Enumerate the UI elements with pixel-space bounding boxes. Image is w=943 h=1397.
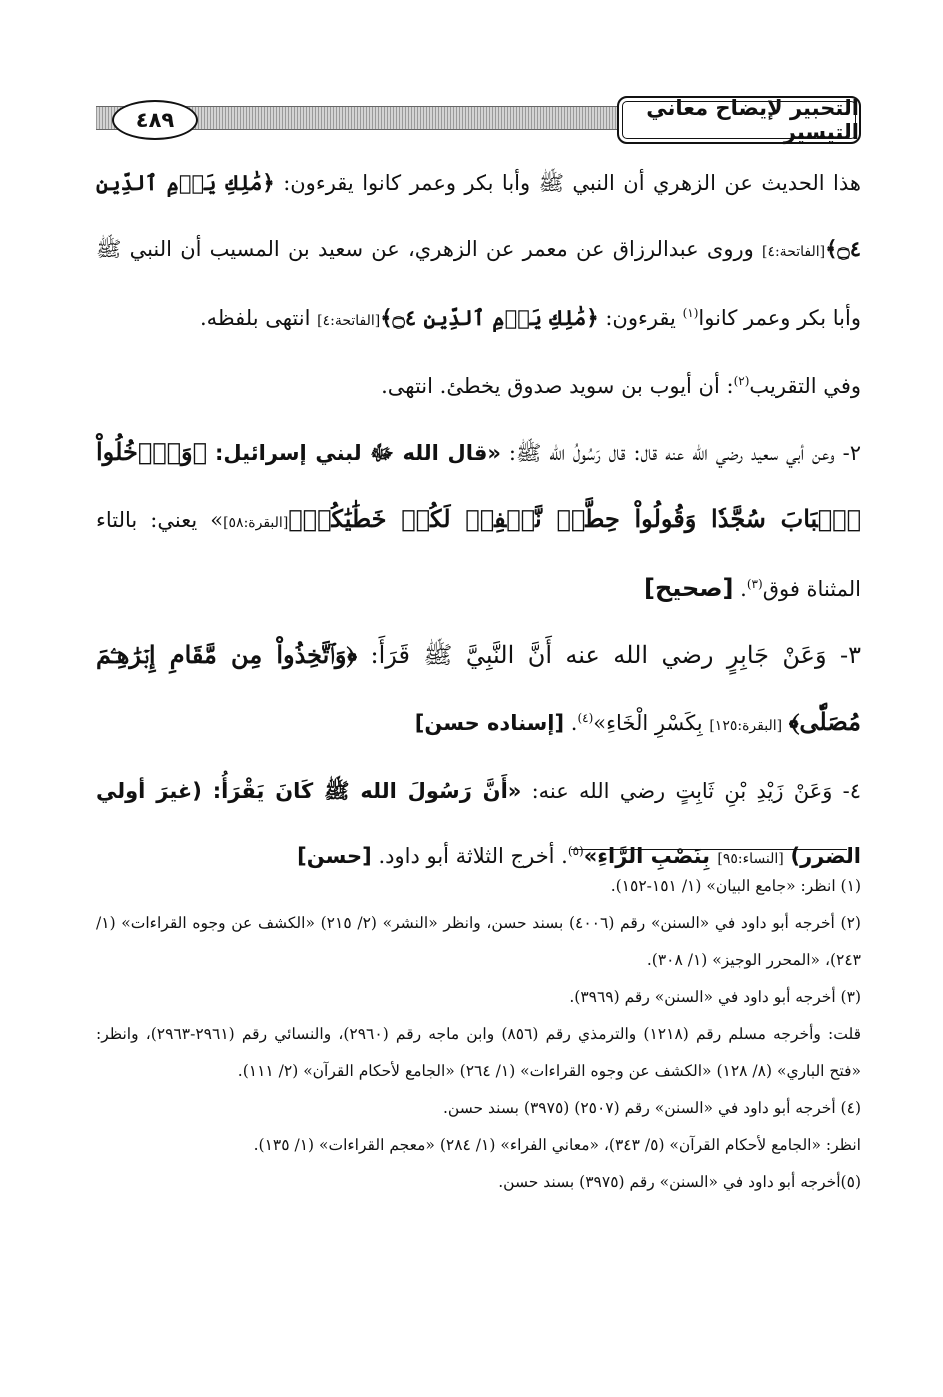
footnote: (٥)أخرجه أبو داود في «السنن» رقم (٣٩٧٥) بسند حسن. [498, 1173, 861, 1191]
hadith-text: «قال الله ﷻ لبني إسرائيل: [215, 441, 501, 465]
footnote-marker[interactable]: (٣) [746, 577, 763, 591]
text-run: هذا الحديث عن الزهري أن النبي ﷺ وأبا بكر وعمر كانوا يقرءون: [274, 171, 861, 195]
text-run: انتهى بلفظه. [199, 306, 318, 330]
text-run: ٤- وَعَنْ زَيْدِ بْنِ ثَابِتٍ رضي الله عنه: [521, 779, 861, 803]
footnote: (٢) أخرجه أبو داود في «السنن» رقم (٤٠٠٦) بسند حسن، وانظر «النشر» (٢/ ٢١٥) «الكشف عن وجوه القراءات» (١/ ٢٤٣)، «المحرر الوجيز» (١/ ٣٠٨). [96, 914, 861, 969]
quran-verse: ﴿مَٰلِكِ يَوۡمِ ٱلدِّينِ ۝٤﴾ [380, 305, 599, 330]
hadith-grade: [حسن] [297, 844, 372, 868]
verse-reference: [النساء:٩٥] [717, 851, 784, 867]
text-run: وروى عبدالرزاق عن معمر عن الزهري، عن سعيد بن المسيب أن النبي ﷺ وأبا بكر وعمر كانوا [96, 237, 861, 330]
quran-verse: ﴿وَٱدۡخُلُواْ ٱلۡبَابَ سُجَّدٗا وَقُولُواْ حِطَّةٞ نَّغۡفِرۡ لَكُمۡ خَطَٰيَٰكُمۡ﴾ [96, 437, 861, 533]
paragraph-2 [96, 354, 861, 419]
footnote: (٤) أخرجه أبو داود في «السنن» رقم (٢٥٠٧) (٣٩٧٥) بسند حسن. [442, 1099, 861, 1117]
text-run: . أخرج الثلاثة أبو داود. [371, 844, 568, 868]
text-run: » يعني: بالتاء المثناة فوق [96, 508, 861, 601]
footnotes [96, 868, 861, 1201]
footnote: انظر: «الجامع لأحكام القرآن» (٥/ ٣٤٣)، «معاني الفراء» (١/ ٢٨٤) «معجم القراءات» (١/ ١٣٥). [253, 1136, 861, 1154]
hadith-2 [96, 419, 861, 622]
paragraph-1 [96, 150, 861, 354]
quran-verse: ﴿مَٰلِكِ يَوۡمِ ٱلدِّينِ ۝٤﴾ [96, 170, 861, 261]
verse-reference: [الفاتحة:٤] [761, 244, 826, 260]
hadith-text: «أَنَّ رَسُولَ الله ﷺ كَانَ يَقْرَأُ: (غيرَ أولي الضرر) [96, 779, 861, 868]
page-number: ٤٨٩ [112, 100, 198, 140]
text-run: : أن أيوب بن سويد صدوق يخطئ. انتهى. [381, 374, 734, 398]
quran-verse: ﴿وَٱتَّخِذُواْ مِن مَّقَامِ إِبۡرَٰهِـۧمَ مُصَلّٗى﴾ [96, 640, 861, 736]
text-run: بِنَصْبِ الرَّاءِ» [583, 844, 718, 868]
footnote: قلت: وأخرجه مسلم رقم (١٢١٨) والترمذي رقم (٨٥٦) وابن ماجه رقم (٢٩٦٠)، والنسائي رقم (٢٩٦١-٢٩٦٣)، وانظر: «فتح الباري» (٨/ ١٢٨) «الكشف عن وجوه القراءات» (١/ ٢٦٤) «الجامع لأحكام القرآن» (٢/ ١١١). [96, 1025, 861, 1080]
hadith-grade: [صحيح] [643, 574, 734, 602]
verse-reference: [البقرة:٥٨] [223, 515, 289, 531]
footnote-marker[interactable]: (١) [682, 306, 699, 320]
footnote-marker[interactable]: (٢) [733, 374, 750, 388]
text-run: ٢- وعن أبي سعيد رضي الله عنه قال: قال رَسُولُ الله ﷺ: [500, 441, 861, 465]
text-run: وفي التقريب [749, 374, 861, 398]
footnote-marker[interactable]: (٥) [567, 844, 584, 858]
verse-reference: [الفاتحة:٤] [317, 313, 381, 329]
book-title: التحبير لإيضاح معاني التيسير [617, 96, 861, 144]
text-run: . [733, 577, 747, 601]
text-run: ٣- وَعَنْ جَابِرٍ رضي الله عنه أَنَّ النَّبِيَّ ﷺ قَرَأَ: [357, 641, 861, 669]
verse-reference: [البقرة:١٢٥] [709, 718, 783, 734]
footnote: (٣) أخرجه أبو داود في «السنن» رقم (٣٩٦٩). [569, 988, 861, 1006]
page-header [96, 96, 861, 142]
text-run: . [564, 711, 578, 735]
footnote: (١) انظر: «جامع البيان» (١/ ١٥١-١٥٢). [610, 877, 861, 895]
main-text [96, 150, 861, 892]
hadith-3 [96, 622, 861, 759]
text-run: بِكَسْرِ الْخَاءِ» [593, 711, 710, 735]
footnote-marker[interactable]: (٤) [577, 711, 594, 725]
text-run: يقرءون: [598, 306, 683, 330]
hadith-grade: [إسناده حسن] [414, 711, 565, 735]
footnote-separator [571, 849, 847, 850]
